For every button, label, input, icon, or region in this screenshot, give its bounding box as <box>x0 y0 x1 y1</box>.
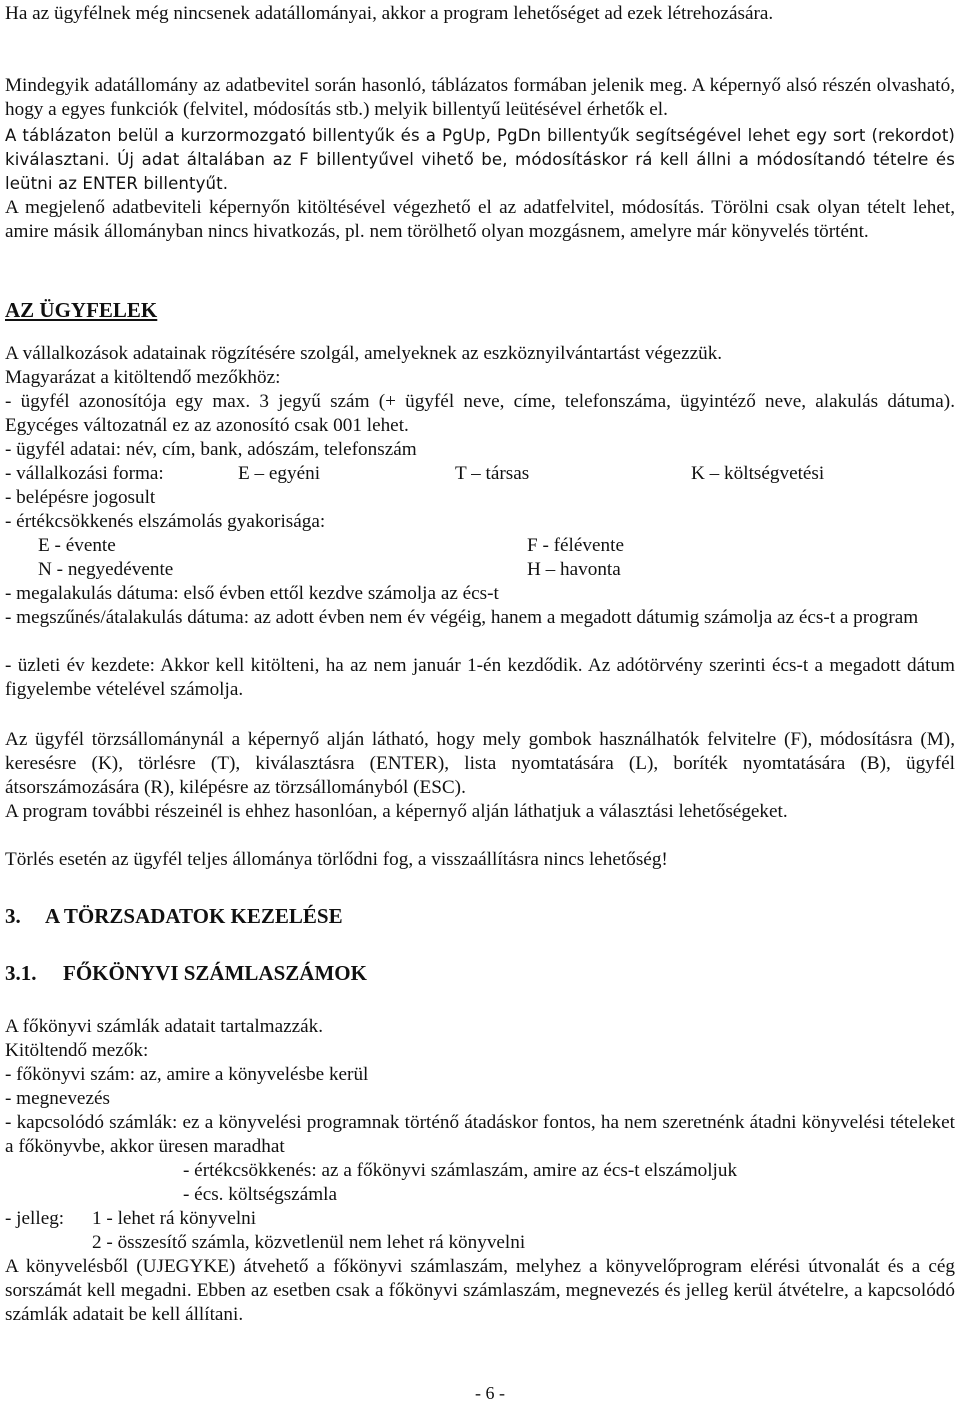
table-navigation-paragraph <box>5 124 955 197</box>
subsection-number: 3.1. <box>5 961 37 985</box>
depreciation-option-f: F - félévente <box>527 535 624 556</box>
business-form-label: - vállalkozási forma: <box>5 463 164 484</box>
depreciation-option-h: H – havonta <box>527 559 621 580</box>
data-files-paragraph: Mindegyik adatállomány az adatbevitel során hasonló, táblázatos formában jelenik meg. A képernyő alsó részén olvasható, hogy a egyes funkciók (felvitel, módosítás stb.) melyik billentyű leütésével érhetők el. <box>5 75 955 121</box>
character-label: - jelleg: <box>5 1208 65 1229</box>
business-form-option-t: T – társas <box>455 463 530 484</box>
page-number: - 6 - <box>475 1383 505 1403</box>
depreciation-cost-account-item: - écs. költségszámla <box>183 1184 337 1205</box>
founding-date-item: - megalakulás dátuma: első évben ettől kezdve számolja az écs-t <box>5 583 499 604</box>
business-year-item: - üzleti év kezdete: Akkor kell kitölteni, ha az nem január 1-én kezdődik. Az adótörvény szerinti écs-t a megadott dátum figyelembe vételével számolja. <box>5 655 955 701</box>
accounts-intro: A főkönyvi számlák adatait tartalmazzák. <box>5 1016 324 1037</box>
character-option-2: 2 - összesítő számla, közvetlenül nem lehet rá könyvelni <box>92 1232 526 1253</box>
depreciation-account-item: - értékcsökkenés: az a főkönyvi számlaszám, amire az écs-t elszámoljuk <box>183 1160 738 1181</box>
entry-authorized-item: - belépésre jogosult <box>5 487 156 508</box>
client-data-item: - ügyfél adatai: név, cím, bank, adószám, telefonszám <box>5 439 417 460</box>
fields-label: Kitöltendő mezők: <box>5 1040 149 1061</box>
subsection-title: FŐKÖNYVI SZÁMLASZÁMOK <box>63 961 367 985</box>
depreciation-option-n: N - negyedévente <box>38 559 174 580</box>
section-title: A TÖRZSADATOK KEZELÉSE <box>45 904 343 928</box>
termination-date-item: - megszűnés/átalakulás dátuma: az adott évben nem év végéig, hanem a megadott dátumig számolja az écs-t a program <box>5 607 919 628</box>
data-entry-paragraph: A megjelenő adatbeviteli képernyőn kitöltésével végezhető el az adatfelvitel, módosítás. Törölni csak olyan tételt lehet, amire másik állományban nincs hivatkozás, pl. nem törölhető olyan mozgásnem, amelyre már könyvelés történt. <box>5 197 955 243</box>
depreciation-options-row-1 <box>5 534 955 558</box>
character-row-1 <box>5 1207 955 1231</box>
depreciation-frequency-label: - értékcsökkenés elszámolás gyakorisága: <box>5 511 326 532</box>
clients-intro: A vállalkozások adatainak rögzítésére szolgál, amelyeknek az eszköznyilvántartást végezzük. <box>5 343 723 364</box>
business-form-row <box>5 462 955 486</box>
client-id-item: - ügyfél azonosítója egy max. 3 jegyű szám (+ ügyfél neve, címe, telefonszáma, ügyintéző neve, alakulás dátuma). Egycéges változatnál ez az azonosító csak 001 lehet. <box>5 391 955 437</box>
business-form-option-e: E – egyéni <box>238 463 321 484</box>
depreciation-option-e: E - évente <box>38 535 116 556</box>
character-row-2 <box>5 1231 955 1255</box>
fields-explanation-label: Magyarázat a kitöltendő mezőkhöz: <box>5 367 281 388</box>
section-heading-ugyfelek: AZ ÜGYFELEK <box>5 298 158 322</box>
designation-item: - megnevezés <box>5 1088 110 1109</box>
section-number: 3. <box>5 904 21 928</box>
intro-paragraph: Ha az ügyfélnek még nincsenek adatállományai, akkor a program lehetőséget ad ezek létrehozására. <box>5 3 774 24</box>
master-file-paragraph: Az ügyfél törzsállománynál a képernyő alján látható, hogy mely gombok használhatók felvitelre (F), módosításra (M), keresésre (K), törlésre (T), kiválasztásra (ENTER), lista nyomtatására (L), boríték nyomtatására (B), ügyfél átsorszámozására (R), kilépésre az törzsállományból (ESC). <box>5 729 955 799</box>
deletion-warning: Törlés esetén az ügyfél teljes állománya törlődni fog, a visszaállításra nincs lehetőség! <box>5 849 668 870</box>
account-number-item: - főkönyvi szám: az, amire a könyvelésbe kerül <box>5 1064 369 1085</box>
depreciation-options-row-2 <box>5 558 955 582</box>
table-navigation-text: A táblázaton belül a kurzormozgató billentyűk és a PgUp, PgDn billentyűk segítségével lehet egy sort (rekordot) kiválasztani. Új adat általában az F billentyűvel vihető be, módosításkor rá kell állni a módosítandó tételre és leütni az ENTER billentyűt. <box>5 126 955 194</box>
related-accounts-item: - kapcsolódó számlák: ez a könyvelési programnak történő átadáskor fontos, ha nem szeretnénk átadni könyvelési tételeket a főkönyvbe, akkor üresen maradhat <box>5 1112 955 1158</box>
character-option-1: 1 - lehet rá könyvelni <box>92 1208 257 1229</box>
business-form-option-k: K – költségvetési <box>691 463 825 484</box>
ujegyke-paragraph: A könyvelésből (UJEGYKE) átvehető a főkönyvi számlaszám, melyhez a könyvelőprogram elérési útvonalát és a cég sorszámát kell megadni. Ebben az esetben csak a főkönyvi számlaszám, megnevezés és jelleg kerül átvételre, a kapcsolódó számlák adatait be kell állítani. <box>5 1256 955 1326</box>
other-parts-paragraph: A program további részeinél is ehhez hasonlóan, a képernyő alján láthatjuk a választási lehetőségeket. <box>5 801 788 822</box>
